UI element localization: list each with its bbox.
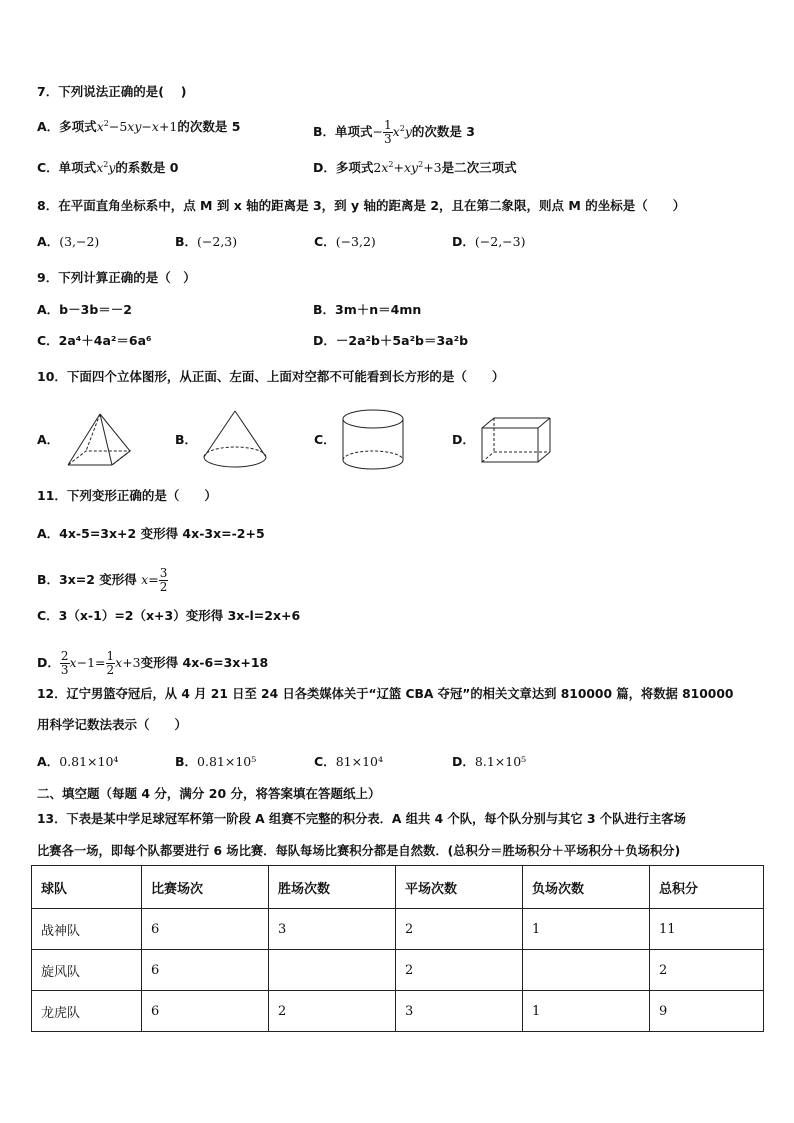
q8-option-d: D．(−2,−3) <box>452 234 526 249</box>
table-cell: 6 <box>142 909 269 950</box>
q9-option-b: B．3m＋n＝4mn <box>313 302 422 317</box>
q9-stem: 9．下列计算正确的是（ ） <box>37 270 196 285</box>
score-table <box>31 865 764 1032</box>
table-cell: 旋风队 <box>32 950 142 991</box>
q7-option-a: A．多项式$x^2-5xy-x+1$的次数是 5 <box>37 118 241 134</box>
q13-stem-line2: 比赛各一场，即每个队都要进行 6 场比赛．每队每场比赛积分都是自然数．(总积分＝胜场积分＋平场积分＋负场积分) <box>37 844 681 858</box>
table-header-cell: 总积分 <box>650 866 764 909</box>
q11-d-fraction-left: $\frac{2}{3}$ <box>60 649 69 677</box>
q10-stem: 10．下面四个立体图形，从正面、左面、上面对空都不可能看到长方形的是（ ） <box>37 369 505 384</box>
q9-option-a: A．b－3b＝－2 <box>37 302 132 317</box>
q7-stem: 7．下列说法正确的是( ) <box>37 84 187 99</box>
cuboid-figure <box>478 412 554 468</box>
q10-label-b: B． <box>175 432 198 447</box>
table-cell: 6 <box>142 950 269 991</box>
table-cell <box>523 950 650 991</box>
table-header-cell: 平场次数 <box>396 866 523 909</box>
table-row <box>32 909 764 950</box>
table-cell <box>269 950 396 991</box>
q11-b-fraction: $\frac{3}{2}$ <box>159 566 168 594</box>
cylinder-figure <box>340 408 406 474</box>
q9-option-d: D．－2a²b＋5a²b＝3a²b <box>313 333 469 348</box>
table-row <box>32 950 764 991</box>
table-header-cell: 负场次数 <box>523 866 650 909</box>
q11-option-c: C．3（x-1）=2（x+3）变形得 3x-l=2x+6 <box>37 608 301 623</box>
q11-d-fraction-right: $\frac{1}{2}$ <box>106 649 115 677</box>
q10-label-d: D． <box>452 432 475 447</box>
q12-option-b: B．0.81×10⁵ <box>175 754 257 769</box>
table-cell: 3 <box>396 991 523 1032</box>
q8-option-a: A．(3,−2) <box>37 234 100 249</box>
q8-option-b: B．(−2,3) <box>175 234 238 249</box>
q10-label-a: A． <box>37 432 60 447</box>
q11-option-a: A．4x-5=3x+2 变形得 4x-3x=-2+5 <box>37 526 265 541</box>
q12-stem-line1: 12．辽宁男篮夺冠后，从 4 月 21 日至 24 日各类媒体关于“辽篮 CBA 夺冠”的相关文章达到 810000 篇，将数据 810000 <box>37 687 734 701</box>
q7-option-c: C．单项式$x^2y$的系数是 0 <box>37 159 179 175</box>
q12-option-d: D．8.1×10⁵ <box>452 754 527 769</box>
q11-stem: 11．下列变形正确的是（ ） <box>37 488 217 503</box>
table-header-cell: 胜场次数 <box>269 866 396 909</box>
section-heading: 二、填空题（每题 4 分，满分 20 分，将答案填在答题纸上） <box>37 786 381 801</box>
q12-option-c: C．81×10⁴ <box>314 754 383 769</box>
q12-option-a: A．0.81×10⁴ <box>37 754 119 769</box>
table-cell: 3 <box>269 909 396 950</box>
q13-stem-line1: 13．下表是某中学足球冠军杯第一阶段 A 组赛不完整的积分表．A 组共 4 个队，每个队分别与其它 3 个队进行主客场 <box>37 812 686 826</box>
table-cell: 战神队 <box>32 909 142 950</box>
q10-label-c: C． <box>314 432 336 447</box>
q8-option-c: C．(−3,2) <box>314 234 376 249</box>
table-cell: 2 <box>650 950 764 991</box>
table-cell: 9 <box>650 991 764 1032</box>
table-cell: 龙虎队 <box>32 991 142 1032</box>
table-header-row <box>32 866 764 909</box>
cone-figure <box>200 408 270 472</box>
table-cell: 2 <box>269 991 396 1032</box>
table-cell: 11 <box>650 909 764 950</box>
table-cell: 2 <box>396 950 523 991</box>
table-cell: 1 <box>523 991 650 1032</box>
table-header-cell: 比赛场次 <box>142 866 269 909</box>
q9-option-c: C．2a⁴＋4a²＝6a⁶ <box>37 333 152 348</box>
q11-option-d: D． $\frac{2}{3}$ x−1= $\frac{1}{2}$ x+3变形得 4x-6=3x+18 <box>37 649 269 677</box>
q7-option-b: B．单项式− $\frac{1}{3}$ $x^2y$的次数是 3 <box>313 118 475 146</box>
q8-stem: 8．在平面直角坐标系中，点 M 到 x 轴的距离是 3，到 y 轴的距离是 2，且在第二象限，则点 M 的坐标是（ ） <box>37 198 686 213</box>
q11-option-b: B．3x=2 变形得 x= $\frac{3}{2}$ <box>37 566 168 594</box>
table-cell: 1 <box>523 909 650 950</box>
pyramid-figure <box>60 410 140 470</box>
q12-stem-line2: 用科学记数法表示（ ） <box>37 717 188 732</box>
q7-option-d: D．多项式$2x^2+xy^2+3$是二次三项式 <box>313 159 517 175</box>
table-cell: 2 <box>396 909 523 950</box>
table-header-cell: 球队 <box>32 866 142 909</box>
table-cell: 6 <box>142 991 269 1032</box>
table-row <box>32 991 764 1032</box>
q7-fraction: $\frac{1}{3}$ <box>384 118 392 146</box>
